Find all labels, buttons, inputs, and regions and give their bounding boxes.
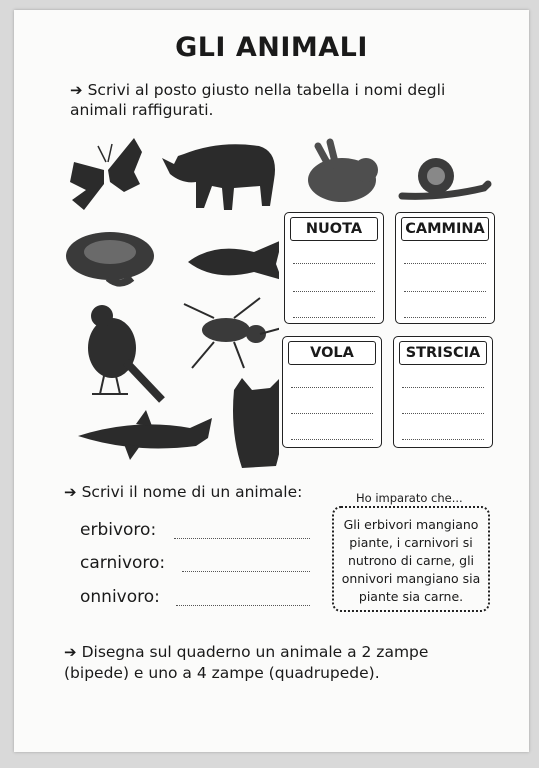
shark-icon <box>78 410 212 460</box>
animal-pictures-right <box>302 132 502 214</box>
box-nuota <box>284 212 384 324</box>
rabbit-icon <box>308 142 378 202</box>
term-onnivoro: onnivoro: <box>80 587 160 607</box>
page-title: GLI ANIMALI <box>175 32 368 63</box>
instruction-terms: ➔ Scrivi il nome di un animale: <box>64 483 303 501</box>
box-heading: CAMMINA <box>401 217 489 241</box>
instruction-draw: ➔ Disegna sul quaderno un animale a 2 zampe (bipede) e uno a 4 zampe (quadrupede). <box>64 643 429 682</box>
dog-icon <box>233 378 279 468</box>
answer-line-carnivoro <box>182 571 310 572</box>
box-vola <box>282 336 382 448</box>
box-heading: VOLA <box>288 341 376 365</box>
snake-icon <box>66 232 154 283</box>
robin-icon <box>88 305 162 400</box>
animal-pictures <box>64 132 279 472</box>
memo-heading: Ho imparato che... <box>356 491 463 505</box>
arrow-right-icon: ➔ <box>64 483 77 501</box>
arrow-right-icon: ➔ <box>70 81 83 99</box>
box-heading: NUOTA <box>290 217 378 241</box>
worksheet <box>14 10 529 752</box>
memo-box <box>332 506 490 612</box>
wasp-icon <box>184 298 279 368</box>
rhinoceros-icon <box>162 144 275 210</box>
box-cammina <box>395 212 495 324</box>
butterfly-icon <box>70 138 142 210</box>
term-erbivoro: erbivoro: <box>80 520 157 540</box>
answer-line-onnivoro <box>176 605 310 606</box>
arrow-right-icon: ➔ <box>64 643 77 661</box>
term-carnivoro: carnivoro: <box>80 553 166 573</box>
answer-line-erbivoro <box>174 538 310 539</box>
fish-icon <box>188 240 279 280</box>
snail-icon <box>402 158 488 196</box>
instruction-table: ➔ Scrivi al posto giusto nella tabella i nomi degli animali raffigurati. <box>70 81 446 119</box>
box-heading: STRISCIA <box>399 341 487 365</box>
box-striscia <box>393 336 493 448</box>
memo-text: Gli erbivori mangiano piante, i carnivori si nutrono di carne, gli onnivori mangiano sia piante sia carne. <box>341 517 481 604</box>
